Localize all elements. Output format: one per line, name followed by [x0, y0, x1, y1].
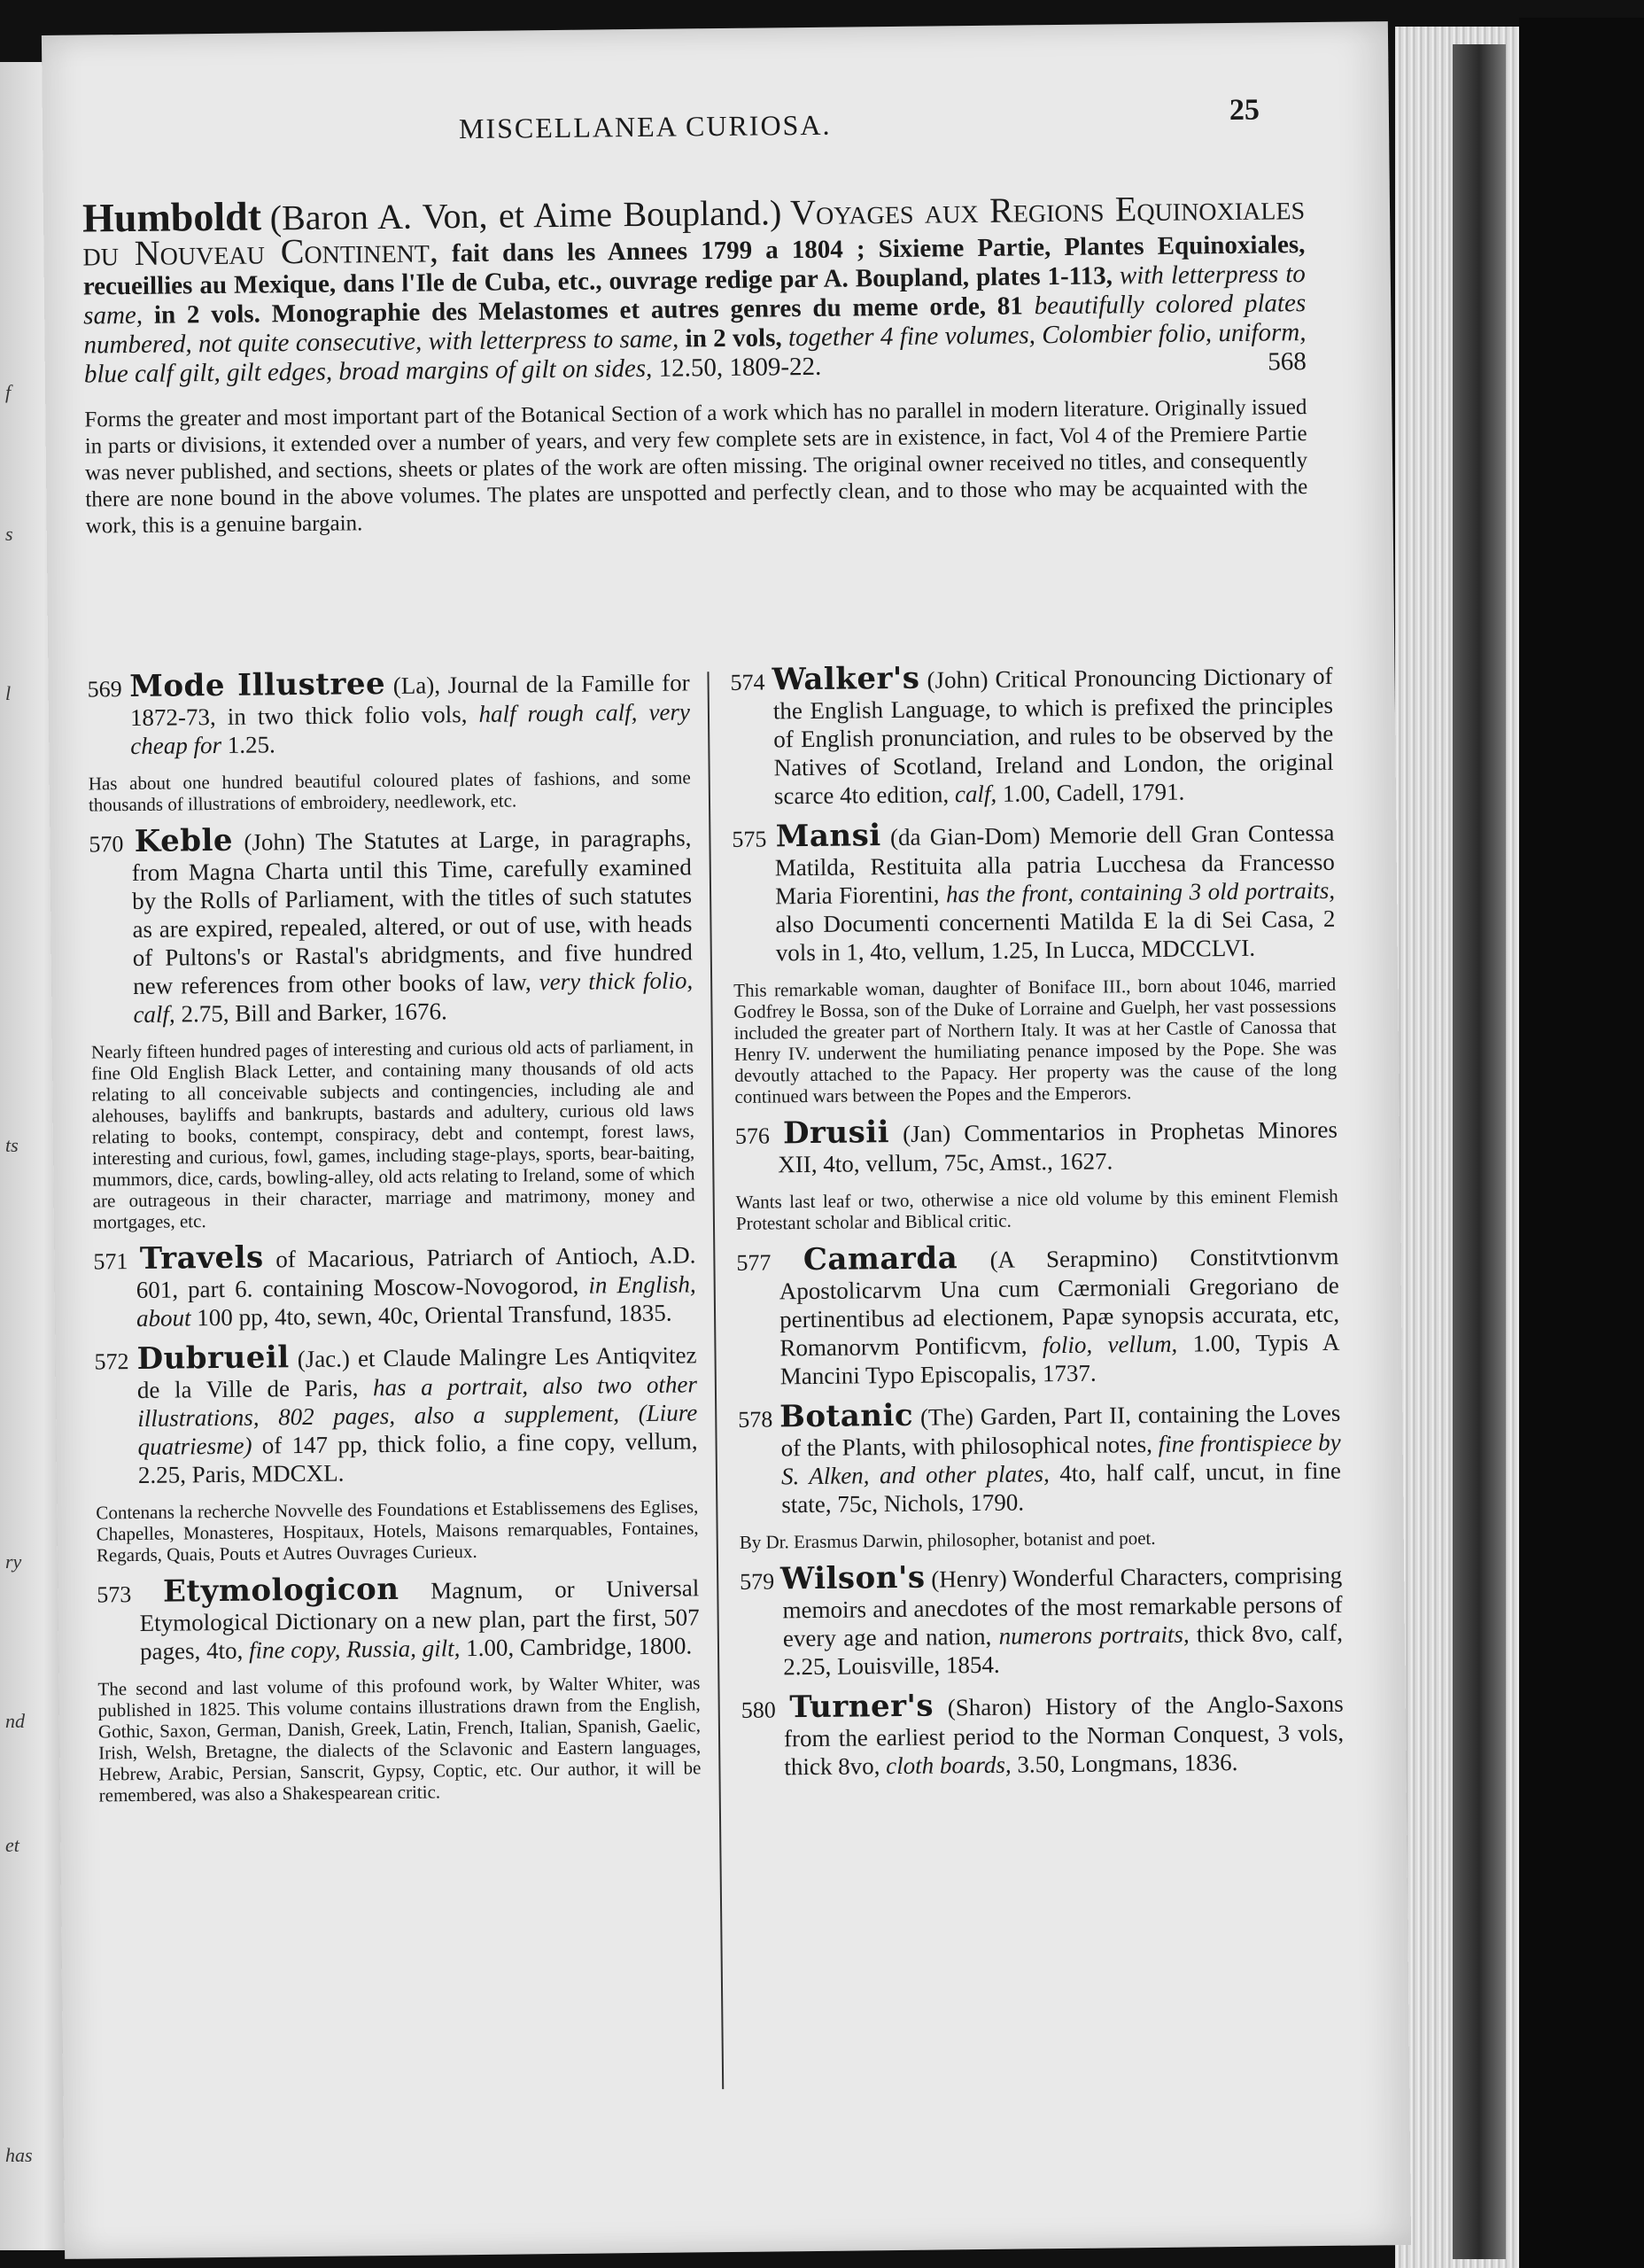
- entry-number: 570: [89, 831, 124, 858]
- entry-italic: fine copy, Russia, gilt,: [248, 1635, 461, 1664]
- entry-text: of Macarious, Patriarch of Antioch, A.D. 601, part 6. containing Moscow-Novogorod,: [136, 1241, 696, 1303]
- entry-note: The second and last volume of this profound work, by Walter Whiter, was published in 1825. This volume contains illustrations drawn from the English, Gothic, Saxon, German, Danish, Greek, Latin, French, Italian, Spanish, Gaelic, Irish, Welsh, Bretagne, the dialects of the Sclavonic and Eastern languages, Hebrew, Arabic, Persian, Sanscrit, Gypsy, Coptic, etc. Our author, it will be remembered, was also a Shakespearean critic.: [97, 1672, 702, 1806]
- entry-number: 569: [87, 676, 122, 703]
- entry-tail: 1.25.: [227, 731, 275, 758]
- entry-italic: beautifully colored plates numbered, not quite consecutive, with letterpress to same,: [83, 289, 1307, 360]
- entry-tail: thick 8vo, calf, 2.25, Louisville, 1854.: [783, 1619, 1344, 1681]
- entry-number: 568: [1268, 347, 1307, 377]
- running-head: MISCELLANEA CURIOSA.: [458, 108, 832, 145]
- entry-tail: 1.00, Cambridge, 1800.: [466, 1632, 693, 1662]
- entry-italic: numerons portraits,: [998, 1620, 1190, 1650]
- facing-page-fragment: ry: [5, 1550, 22, 1573]
- entry-note: Contenans la recherche Novvelle des Foundations et Establissemens des Eglises, Chapelles, Monasteres, Hospitaux, Hotels, Maisons remarquables, Fontaines, Regards, Quais, Pouts et Autres Ouvrages Curieux.: [96, 1495, 699, 1566]
- right-column: [730, 660, 1344, 1794]
- entry-key: Humboldt: [81, 193, 262, 241]
- entry-tail: 4to, half calf, uncut, in fine state, 75c, Nichols, 1790.: [781, 1456, 1342, 1518]
- entry-key: Mansi: [775, 818, 881, 855]
- entry-text: (John) Critical Pronouncing Dictionary of the English Language, to which is prefixed the principles of English pronunciation, and rules to be observed by the Natives of Scotland, Ireland and London, the original scarce 4to edition,: [772, 662, 1334, 810]
- entry-tail: of 147 pp, thick folio, a fine copy, vellum, 2.25, Paris, MDCXL.: [137, 1427, 698, 1488]
- catalog-entry: [87, 666, 690, 760]
- entry-note: This remarkable woman, daughter of Boniface III., born about 1046, married Godfrey le Bossa, son of the Duke of Lorraine and Guelph, her vast possessions included the greater part of Northern Italy. It was at her Castle of Canossa that Henry IV. underwent the humiliating penance imposed by the Pope. She was devoutly attached to the Papacy. Her property was the cause of the long continued wars between the Popes and the Emperors.: [733, 973, 1338, 1107]
- left-column: [87, 666, 702, 1818]
- entry-italic: together 4 fine volumes, Colombier folio, uniform, blue calf gilt, gilt edges, broad margins of gilt on sides,: [83, 318, 1307, 389]
- catalog-entry: [93, 1239, 696, 1332]
- entry-italic: in English, about: [136, 1270, 696, 1332]
- entry-key: Drusii: [782, 1115, 890, 1152]
- book-binding-shadow: [1453, 44, 1506, 2259]
- catalog-entry: [736, 1240, 1340, 1391]
- entry-number: 575: [732, 826, 767, 852]
- facing-page-fragment: has: [5, 2144, 33, 2166]
- entry-number: 574: [730, 669, 765, 695]
- entry-tail: 3.50, Longmans, 1836.: [1017, 1748, 1238, 1778]
- entry-tail: 100 pp, 4to, sewn, 40c, Oriental Transfund, 1835.: [197, 1299, 672, 1332]
- entry-price: 12.50, 1809-22.: [658, 352, 822, 383]
- entry-number: 579: [740, 1568, 775, 1595]
- entry-text: (La), Journal de la Famille for 1872-73, in two thick folio vols,: [129, 669, 690, 732]
- catalog-entry: [732, 817, 1336, 967]
- page-number: 25: [1229, 93, 1260, 127]
- facing-page-fragment: nd: [5, 1710, 25, 1732]
- catalog-entry: [741, 1688, 1345, 1782]
- entry-key: Botanic: [779, 1397, 914, 1435]
- background: [1519, 18, 1644, 2268]
- entry-key: Wilson's: [779, 1559, 926, 1597]
- entry-key: Travels: [139, 1239, 264, 1277]
- catalog-entry: [730, 660, 1334, 811]
- entry-key: Keble: [134, 822, 234, 859]
- catalog-entry: [738, 1397, 1341, 1519]
- entry-text: (A Serapmino) Constitvtionvm Apostolicarvm Una cum Cærmoniali Gregoriano de pertinentibus ad electionem, Papæ synopsis accurata, etc, Romanorvm Pontificvm,: [779, 1242, 1340, 1362]
- entry-title: Voyages aux Regions Equinoxiales du Nouveau Continent,: [82, 187, 1306, 274]
- entry-number: 580: [741, 1697, 776, 1723]
- entry-tail: 1.00, Cadell, 1791.: [1002, 778, 1185, 807]
- catalog-entry: [740, 1559, 1343, 1682]
- entry-text: (da Gian-Dom) Memorie dell Gran Contessa Matilda, Restituita alla patria Lucchesa da Francesso Maria Fiorentini,: [774, 819, 1335, 910]
- lead-entry: [81, 187, 1308, 540]
- entry-number: 576: [734, 1122, 771, 1149]
- entry-italic: fine frontispiece by S. Alken, and other plates,: [780, 1428, 1341, 1490]
- entry-text: (Jac.) et Claude Malingre Les Antiqvitez de la Ville de Paris,: [136, 1341, 697, 1403]
- entry-italic: very thick folio, calf,: [133, 967, 694, 1029]
- entry-italic: calf,: [954, 780, 997, 808]
- entry-italic: folio, vellum,: [1042, 1330, 1178, 1359]
- entry-text: (Sharon) History of the Anglo-Saxons from the earliest period to the Norman Conquest, 3 vols, thick 8vo,: [783, 1689, 1345, 1781]
- entry-text: (Jan) Commentarios in Prophetas Minores XII, 4to, vellum, 75c, Amst., 1627.: [778, 1115, 1338, 1178]
- entry-text: (Henry) Wonderful Characters, comprising memoirs and anecdotes of the most remarkable persons of every age and nation,: [782, 1561, 1343, 1652]
- entry-number: 571: [93, 1248, 128, 1275]
- entry-key: Turner's: [789, 1688, 934, 1726]
- entry-number: 577: [736, 1249, 772, 1276]
- facing-page-fragment: f: [5, 381, 12, 403]
- facing-page-fragment: l: [5, 682, 12, 704]
- entry-tail: 2.75, Bill and Barker, 1676.: [181, 998, 447, 1028]
- catalog-columns: [87, 660, 1343, 2179]
- entry-text: Magnum, or Universal Etymological Dictionary on a new plan, part the first, 507 pages, 4to,: [139, 1574, 700, 1665]
- entry-text: fait dans les Annees 1799 a 1804 ; Sixieme Partie, Plantes Equinoxiales, recueillies au Mexique, dans l'Ile de Cuba, etc., ouvrage redige par A. Boupland, plates 1-113,: [82, 230, 1306, 301]
- entry-note: Wants last leaf or two, otherwise a nice old volume by this eminent Flemish Protestant scholar and Biblical critic.: [735, 1184, 1338, 1234]
- column-divider: [707, 672, 724, 2089]
- entry-key: Walker's: [772, 660, 920, 698]
- entry-note: Nearly fifteen hundred pages of interesting and curious old acts of parliament, in fine Old English Black Letter, and containing many thousands of old acts relating to all conceivable subjects and contingencies, including ale and alehouses, bayliffs and bankrupts, bastards and adultery, curious old laws relating to books, contempt, conspiracy, debt and contempt, forest laws, interesting and curious, fowl, games, including stage-plays, sports, bear-baiting, mummors, dice, cards, bowling-alley, old acts relating to Ireland, some of which are outrageous in their character, marriage and matrimony, money and mortgages, etc.: [90, 1035, 695, 1233]
- entry-tail: 1.00, Typis A Mancini Typo Episcopalis, 1737.: [779, 1328, 1340, 1390]
- entry-number: 572: [94, 1348, 129, 1375]
- entry-number: 573: [97, 1581, 132, 1608]
- facing-page-fragment: s: [5, 523, 13, 545]
- entry-author: (Baron A. Von, et Aime Boupland.): [269, 192, 782, 238]
- entry-text: (John) The Statutes at Large, in paragraphs, from Magna Charta until this Time, carefully examined by the Rolls of Parliament, with the titles of such statutes as are expired, repealed, altered, or out of use, with heads of Pultons's or Rastal's abridgments, and five hundred new references from other books of law,: [131, 824, 693, 1000]
- entry-italic: half rough calf, very cheap for: [130, 698, 691, 760]
- facing-page-fragment: et: [5, 1834, 19, 1856]
- facing-page-fragment: ts: [5, 1134, 19, 1156]
- entry-italic: with letterpress to same,: [83, 260, 1306, 330]
- entry-note: Forms the greater and most important part of the Botanical Section of a work which has no parallel in modern literature. Originally issued in parts or divisions, it extended over a number of years, and very few complete sets are in existence, in fact, Vol 4 of the Premiere Partie was never published, and sections, sheets or plates of the work are often missing. The original owner received no titles, and consequently there are none bound in the above volumes. The plates are unspotted and perfectly clean, and to those who may be acquainted with the work, this is a genuine bargain.: [84, 395, 1308, 539]
- entry-key: Mode Illustree: [129, 666, 386, 705]
- entry-text: (The) Garden, Part II, containing the Loves of the Plants, with philosophical notes,: [780, 1399, 1341, 1462]
- entry-text: in 2 vols. Monographie des Melastomes et autres genres du meme orde, 81: [153, 291, 1024, 330]
- catalog-entry: [97, 1572, 700, 1666]
- entry-note: Has about one hundred beautiful coloured plates of fashions, and some thousands of illustrations of embroidery, needlework, etc.: [88, 766, 691, 816]
- entry-italic: cloth boards,: [885, 1751, 1012, 1780]
- entry-key: Camarda: [803, 1240, 958, 1278]
- catalog-entry: [94, 1339, 698, 1489]
- entry-key: Etymologicon: [162, 1571, 399, 1610]
- entry-key: Dubrueil: [136, 1340, 290, 1377]
- catalog-entry: [89, 821, 693, 1029]
- catalog-page: [42, 21, 1411, 2259]
- entry-italic: has a portrait, also two other illustrations, 802 pages, also a supplement, (Liure quatriesme): [137, 1371, 698, 1460]
- catalog-entry: [735, 1114, 1338, 1179]
- entry-tail: also Documenti concernenti Matilda E la di Sei Casa, 2 vols in 1, 4to, vellum, 1.25, In Lucca, MDCCLVI.: [775, 905, 1336, 967]
- entry-italic: has the front, containing 3 old portraits,: [945, 876, 1336, 908]
- entry-number: 578: [738, 1406, 773, 1433]
- entry-note: By Dr. Erasmus Darwin, philosopher, botanist and poet.: [739, 1526, 1156, 1553]
- entry-text: in 2 vols,: [685, 323, 782, 353]
